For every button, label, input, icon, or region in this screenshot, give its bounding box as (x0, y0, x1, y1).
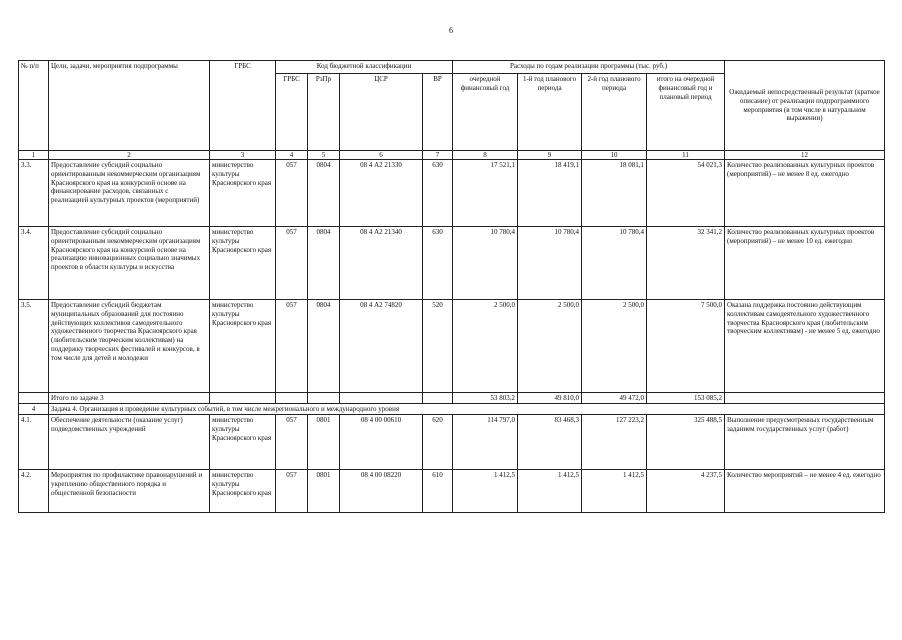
row-vr: 610 (423, 470, 453, 513)
header-kbk-csr: ЦСР (340, 74, 423, 151)
row-name: Предоставление субсидий социально ориентированным некоммерческим организациям Красноярского края на конкурсной основе на реализацию инновационных социально значимых проектов в области культуры и искусства (49, 227, 210, 300)
col-number: 5 (308, 151, 340, 160)
row-grbs: министерство культуры Красноярского края (210, 227, 276, 300)
header-kbk-rzpr: РзПр (308, 74, 340, 151)
row-y0: 1 412,5 (453, 470, 518, 513)
row-num: 4.1. (19, 415, 49, 470)
row-code-grbs: 057 (276, 160, 308, 227)
total-empty-cell (276, 393, 308, 404)
row-rzpr: 0804 (308, 160, 340, 227)
table-row (19, 470, 885, 513)
row-grbs: министерство культуры Красноярского края (210, 470, 276, 513)
col-number: 3 (210, 151, 276, 160)
row-grbs: министерство культуры Красноярского края (210, 415, 276, 470)
row-code-grbs: 057 (276, 227, 308, 300)
col-number: 1 (19, 151, 49, 160)
col-number: 7 (423, 151, 453, 160)
header-exp-y1: 1-й год планового периода (518, 74, 582, 151)
row-y1: 2 500,0 (518, 300, 582, 393)
header-exp-total: итого на очередной финансовый год и плановый период (647, 74, 725, 151)
header-goals: Цели, задачи, мероприятия подпрограммы (49, 61, 210, 151)
header-kbk-grbs: ГРБС (276, 74, 308, 151)
row-y1: 1 412,5 (518, 470, 582, 513)
row-total: 325 488,5 (647, 415, 725, 470)
col-number: 4 (276, 151, 308, 160)
row-csr: 08 4 00 08220 (340, 470, 423, 513)
total-empty-cell (308, 393, 340, 404)
row-csr: 08 4 А2 21330 (340, 160, 423, 227)
row-num: 4.2. (19, 470, 49, 513)
row-total: 7 500,0 (647, 300, 725, 393)
row-y0: 114 797,0 (453, 415, 518, 470)
total-y0: 53 803,2 (453, 393, 518, 404)
total-row (19, 393, 885, 404)
row-vr: 620 (423, 415, 453, 470)
header-exp-y2: 2-й год планового периода (582, 74, 647, 151)
total-y1: 49 810,0 (518, 393, 582, 404)
row-grbs: министерство культуры Красноярского края (210, 160, 276, 227)
row-y2: 10 780,4 (582, 227, 647, 300)
header-grbs: ГРБС (210, 61, 276, 151)
row-name: Предоставление субсидий социально ориентированным некоммерческим организациям Красноярского края на конкурсной основе на финансирование расходов, связанных с реализацией культурных проектов (мероприятий) (49, 160, 210, 227)
row-num: 3.4. (19, 227, 49, 300)
header-expenses: Расходы по годам реализации программы (тыс. руб.) (453, 61, 725, 74)
header-exp-y0: очередной финансовый год (453, 74, 518, 151)
row-result: Количество реализованных культурных проектов (мероприятий) – не менее 8 ед. ежегодно (725, 160, 885, 227)
row-rzpr: 0801 (308, 470, 340, 513)
page-number: 6 (449, 26, 453, 35)
row-vr: 630 (423, 160, 453, 227)
row-grbs: министерство культуры Красноярского края (210, 300, 276, 393)
row-y1: 10 780,4 (518, 227, 582, 300)
row-num: 3.5. (19, 300, 49, 393)
row-code-grbs: 057 (276, 415, 308, 470)
col-number: 12 (725, 151, 885, 160)
row-y0: 2 500,0 (453, 300, 518, 393)
row-total: 54 021,3 (647, 160, 725, 227)
total-label: Итого по задаче 3 (49, 393, 210, 404)
row-vr: 520 (423, 300, 453, 393)
total-empty-cell (19, 393, 49, 404)
row-name: Мероприятия по профилактике правонарушений и укреплению общественного порядка и общественной безопасности (49, 470, 210, 513)
col-number: 9 (518, 151, 582, 160)
total-sum: 153 085,2 (647, 393, 725, 404)
header-kbk: Код бюджетной классификации (276, 61, 453, 74)
table-row (19, 300, 885, 393)
total-empty-cell (725, 393, 885, 404)
table-row (19, 160, 885, 227)
program-table (18, 60, 885, 513)
row-code-grbs: 057 (276, 470, 308, 513)
row-code-grbs: 057 (276, 300, 308, 393)
row-rzpr: 0801 (308, 415, 340, 470)
header-kbk-vr: ВР (423, 74, 453, 151)
row-y0: 10 780,4 (453, 227, 518, 300)
row-result: Оказана поддержка постоянно действующим коллективам самодеятельного художественного творчества Красноярского края (любительским творческим коллективам) - не менее 5 ед. ежегодно (725, 300, 885, 393)
row-csr: 08 4 А2 74820 (340, 300, 423, 393)
header-result: Ожидаемый непосредственный результат (краткое описание) от реализации подпрограммного мероприятия (в том числе в натуральном выражении) (725, 61, 885, 151)
task-row (19, 404, 885, 415)
col-number: 2 (49, 151, 210, 160)
table-row (19, 415, 885, 470)
row-num: 3.3. (19, 160, 49, 227)
header-num: № п/п (19, 61, 49, 151)
row-csr: 08 4 00 00610 (340, 415, 423, 470)
row-y1: 83 468,3 (518, 415, 582, 470)
table-row (19, 227, 885, 300)
col-number: 8 (453, 151, 518, 160)
task-num: 4 (19, 404, 49, 415)
total-empty-cell (423, 393, 453, 404)
col-number: 11 (647, 151, 725, 160)
row-y2: 18 081,1 (582, 160, 647, 227)
task-label: Задача 4. Организация и проведение культурных событий, в том числе межрегионального и международного уровня (49, 404, 885, 415)
row-name: Обеспечение деятельности (оказание услуг) подведомственных учреждений (49, 415, 210, 470)
row-total: 4 237,5 (647, 470, 725, 513)
row-vr: 630 (423, 227, 453, 300)
row-y2: 127 223,2 (582, 415, 647, 470)
total-y2: 49 472,0 (582, 393, 647, 404)
row-csr: 08 4 А2 21340 (340, 227, 423, 300)
row-y0: 17 521,1 (453, 160, 518, 227)
total-empty-cell (340, 393, 423, 404)
row-y2: 1 412,5 (582, 470, 647, 513)
col-number: 6 (340, 151, 423, 160)
row-result: Количество реализованных культурных проектов (мероприятий) – не менее 10 ед. ежегодно (725, 227, 885, 300)
row-result: Количество мероприятий – не менее 4 ед. ежегодно (725, 470, 885, 513)
row-y2: 2 500,0 (582, 300, 647, 393)
row-name: Предоставление субсидий бюджетам муниципальных образований для постоянно действующих коллективов самодеятельного художественного творчества Красноярского края (любительским творческим коллективам) на поддержку творческих фестивалей и конкурсов, в том числе для детей и молодежи (49, 300, 210, 393)
row-total: 32 341,2 (647, 227, 725, 300)
row-result: Выполнение предусмотренных государственным заданием государственных услуг (работ) (725, 415, 885, 470)
row-rzpr: 0804 (308, 300, 340, 393)
col-number: 10 (582, 151, 647, 160)
total-empty-cell (210, 393, 276, 404)
row-rzpr: 0804 (308, 227, 340, 300)
row-y1: 18 419,1 (518, 160, 582, 227)
